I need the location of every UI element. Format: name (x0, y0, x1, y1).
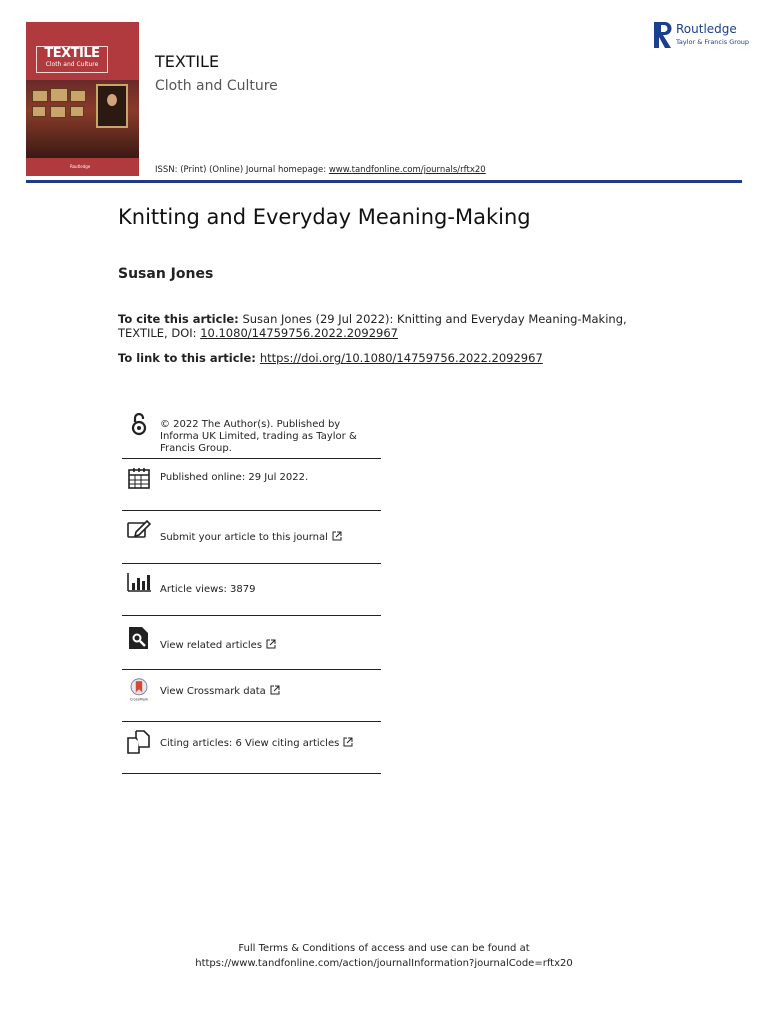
cover-painting (32, 90, 48, 102)
published-text: Published online: 29 Jul 2022. (160, 472, 309, 483)
list-item-crossmark[interactable] (122, 669, 381, 722)
cite-text: Susan Jones (29 Jul 2022): Knitting and Everyday Meaning-Making, TEXTILE, DOI: (118, 312, 627, 340)
cover-title: TEXTILE (44, 46, 100, 61)
issn-prefix: ISSN: (Print) (Online) Journal homepage: (155, 165, 329, 175)
open-access-text: © 2022 The Author(s). Published by Informa UK Limited, trading as Taylor & Francis Group. (160, 419, 357, 454)
related-articles-link[interactable] (160, 639, 382, 652)
list-item-related[interactable] (122, 615, 381, 670)
crossmark-label: View Crossmark data (160, 686, 266, 697)
cite-label: To cite this article: (118, 312, 239, 326)
related-label: View related articles (160, 640, 263, 651)
cover-painting (50, 88, 68, 102)
external-link-icon (270, 685, 280, 695)
external-link-icon (266, 639, 276, 649)
cover-painting (50, 106, 66, 118)
footer-terms: Full Terms & Conditions of access and use can be found at (238, 943, 530, 954)
cover-title-box (36, 46, 108, 73)
header-divider (26, 180, 742, 183)
document-search-icon (127, 626, 151, 650)
article-title: Knitting and Everyday Meaning-Making (118, 205, 531, 229)
article-author: Susan Jones (118, 266, 214, 282)
external-link-icon (343, 737, 353, 747)
article-link-line (118, 351, 543, 365)
issn-line (155, 165, 486, 175)
list-item-submit[interactable] (122, 510, 381, 564)
routledge-name: Routledge (676, 22, 737, 36)
routledge-r-icon (654, 22, 672, 48)
cover-painting (70, 106, 84, 117)
link-label: To link to this article: (118, 351, 260, 365)
submit-link[interactable] (160, 531, 382, 544)
cover-artwork (26, 80, 139, 158)
external-link-icon (332, 531, 342, 541)
list-item-published (122, 458, 381, 511)
open-access-icon (127, 412, 151, 436)
list-item-views (122, 563, 381, 616)
crossmark-link[interactable] (160, 685, 382, 698)
submit-label: Submit your article to this journal (160, 532, 328, 543)
bar-chart-icon (127, 569, 151, 593)
cover-publisher-mark: Routledge (70, 164, 91, 169)
edit-icon (127, 518, 151, 542)
cover-painting (70, 90, 86, 102)
footer-terms-url[interactable]: https://www.tandfonline.com/action/journalInformation?journalCode=rftx20 (195, 958, 573, 969)
list-item-open-access (122, 408, 381, 459)
routledge-tagline: Taylor & Francis Group (676, 38, 750, 46)
citing-articles-icon (127, 730, 151, 754)
cover-painting (32, 106, 46, 117)
journal-homepage-link[interactable]: www.tandfonline.com/journals/rftx20 (328, 165, 486, 175)
journal-title: TEXTILE (155, 52, 220, 71)
citing-label: Citing articles: 6 View citing articles (160, 738, 340, 749)
article-views-text: Article views: 3879 (160, 584, 256, 595)
calendar-icon (127, 466, 151, 490)
article-doi-url[interactable]: https://doi.org/10.1080/14759756.2022.2092967 (259, 351, 543, 365)
citation (118, 312, 658, 340)
crossmark-badge-text: CrossMark (129, 697, 149, 702)
journal-cover (26, 22, 139, 176)
cover-portrait (96, 84, 128, 128)
journal-subtitle: Cloth and Culture (155, 78, 278, 94)
list-item-citing[interactable] (122, 721, 381, 774)
footer (0, 941, 768, 971)
citing-articles-link[interactable] (160, 737, 382, 750)
crossmark-icon (127, 678, 151, 702)
cover-subtitle: Cloth and Culture (45, 61, 99, 68)
doi-link[interactable]: 10.1080/14759756.2022.2092967 (200, 326, 398, 340)
routledge-logo[interactable] (654, 22, 750, 50)
